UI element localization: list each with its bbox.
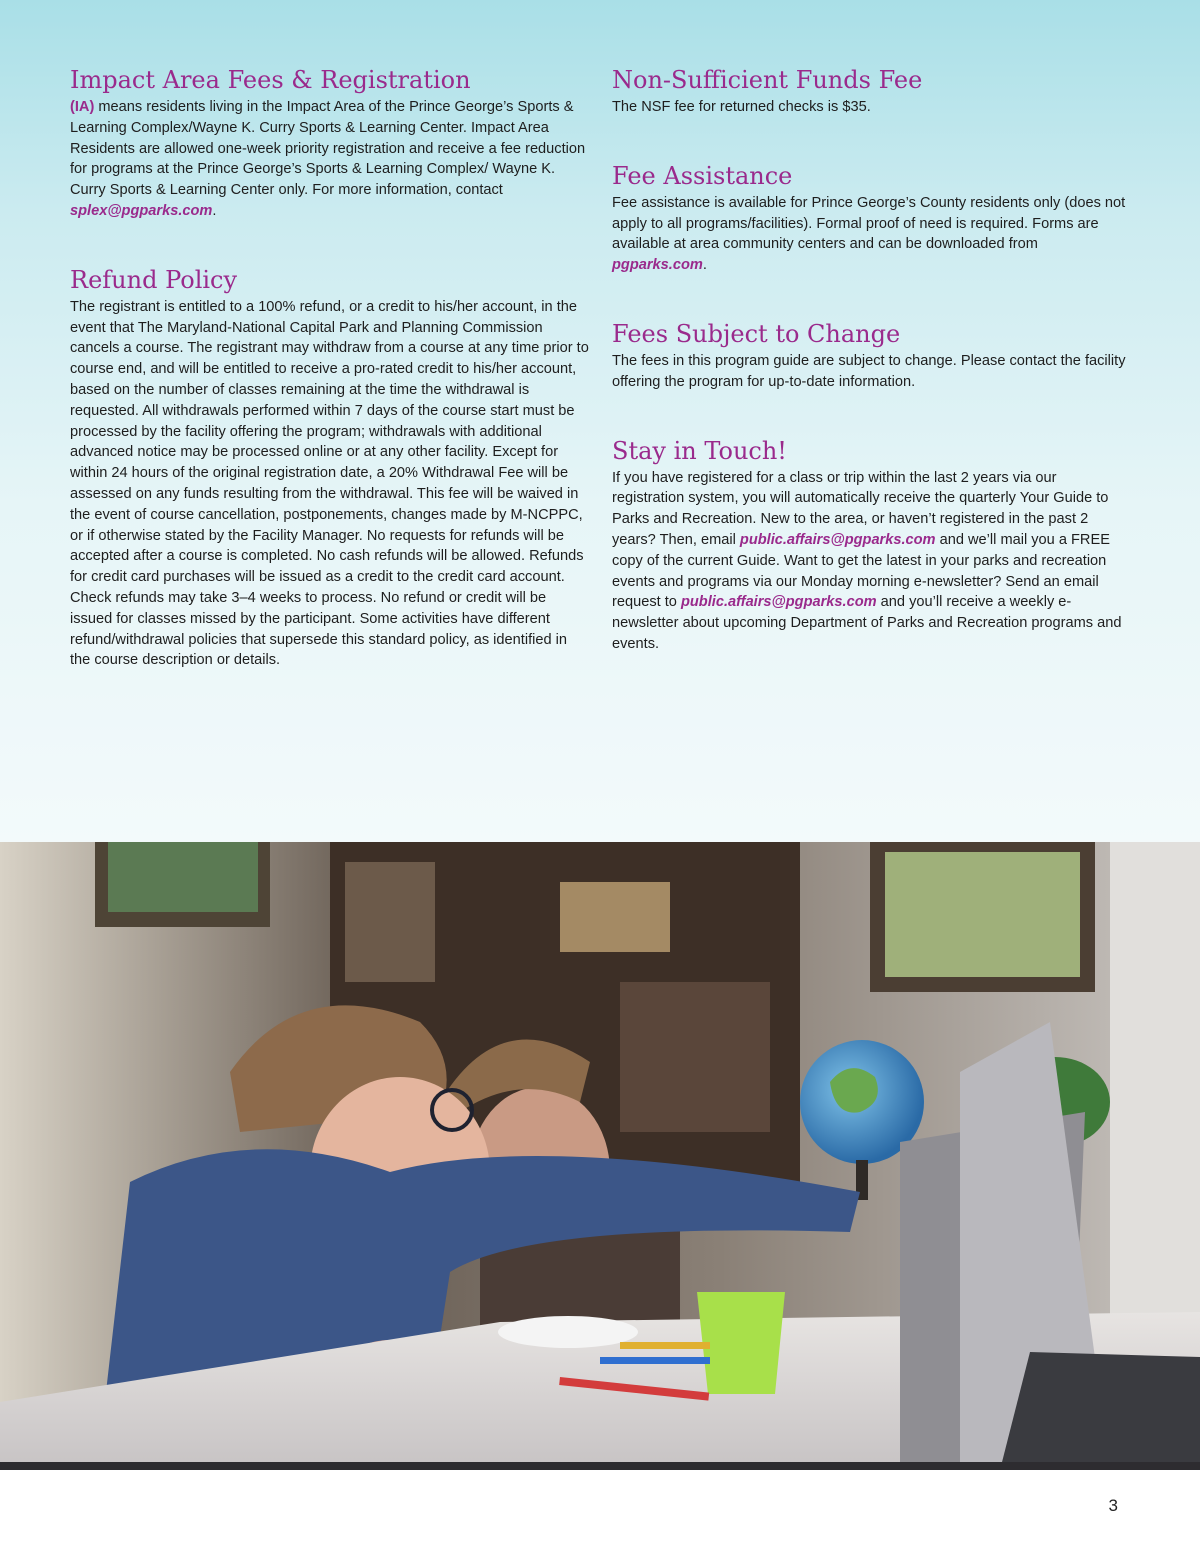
impact-area-body: means residents living in the Impact Area of the Prince George’s Sports & Learning Complex/Wayne K. Curry Sports & Learning Center. Impact Area Residents are allowed one-week priority registration and receive a fee reduction for programs at the Prince George’s Sports & Learning Complex/ Wayne K. Curry Sports & Learning Center only. For more information, contact [70,99,586,199]
right-column [612,66,1127,699]
public-affairs-email-link-1[interactable]: public.affairs@pgparks.com [739,531,936,548]
fees-change-heading: Fees Subject to Change [612,319,901,348]
impact-area-tag: (IA) [70,99,95,115]
nsf-heading: Non-Sufficient Funds Fee [612,66,923,94]
fees-change-text: The fees in this program guide are subject to change. Please contact the facility offering the program for up-to-date information. [612,352,1126,390]
fee-assistance-section [612,162,1127,276]
impact-area-end: . [212,202,217,219]
stay-in-touch-body-3: and you’ll receive a weekly e-newsletter about upcoming Department of Parks and Recreation programs and events. [612,594,1122,652]
stay-in-touch-body-1: If you have registered for a class or trip within the last 2 years via our registration system, you will automatically receive the quarterly Your Guide to Parks and Recreation. New to the area, or haven’t registered in the past 2 years? Then, email [612,469,1109,548]
fee-assistance-text [612,193,1127,276]
stay-in-touch-section [612,437,1127,655]
stay-in-touch-heading: Stay in Touch! [612,436,787,465]
refund-policy-section [70,266,590,671]
pgparks-link[interactable]: pgparks.com [612,257,703,274]
stay-in-touch-body-2: and we’ll mail you a FREE copy of the current Guide. Want to get the latest in your parks and recreation events and programs via our Monday morning e-newsletter? Send an email request to [612,531,1110,611]
children-studying-photo [0,842,1200,1470]
fees-change-section [612,320,1127,393]
fee-assistance-heading: Fee Assistance [612,161,793,190]
public-affairs-email-link-2[interactable]: public.affairs@pgparks.com [680,594,877,611]
fee-assistance-end: . [702,257,707,274]
splex-email-link[interactable]: splex@pgparks.com [70,202,213,219]
left-column [70,66,590,715]
impact-area-heading: Impact Area Fees & Registration [70,66,471,94]
refund-policy-text: The registrant is entitled to a 100% refund, or a credit to his/her account, in the event that The Maryland-National Capital Park and Planning Commission cancels a course. The registrant may withdraw from a course at any time prior to course end, and will be entitled to receive a pro-rated credit to his/her account, based on the number of classes remaining at the time the withdrawal is requested. All withdrawals performed within 7 days of the course start must be processed by the facility offering the program; withdrawals with additional advanced notice may be processed online or at any other facility. Except for within 24 hours of the original registration date, a 20% Withdrawal Fee will be assessed on any funds resulting from the withdrawal. This fee will be waived in the event of course cancellation, postponements, changes made by M-NCPPC, or if otherwise stated by the Facility Manager. No requests for refunds will be accepted after a course is completed. No cash refunds will be allowed. Refunds for credit card purchases will be issued as a credit to the credit card account. Check refunds may take 3–4 weeks to process. No refund or credit will be issued for classes missed by the participant. Some activities have different refund/withdrawal policies that supersede this standard policy, as identified in the course description or details. [70,298,589,669]
refund-policy-heading: Refund Policy [70,265,238,294]
fee-assistance-body: Fee assistance is available for Prince George’s County residents only (does not apply to all programs/facilities). Formal proof of need is required. Forms are available at area community centers and can be downloaded from [612,194,1126,253]
impact-area-text [70,97,590,222]
stay-in-touch-text [612,468,1127,655]
nsf-section [612,66,1127,118]
page-number: 3 [1108,1496,1118,1515]
impact-area-section [70,66,590,222]
nsf-text: The NSF fee for returned checks is $35. [612,99,871,115]
